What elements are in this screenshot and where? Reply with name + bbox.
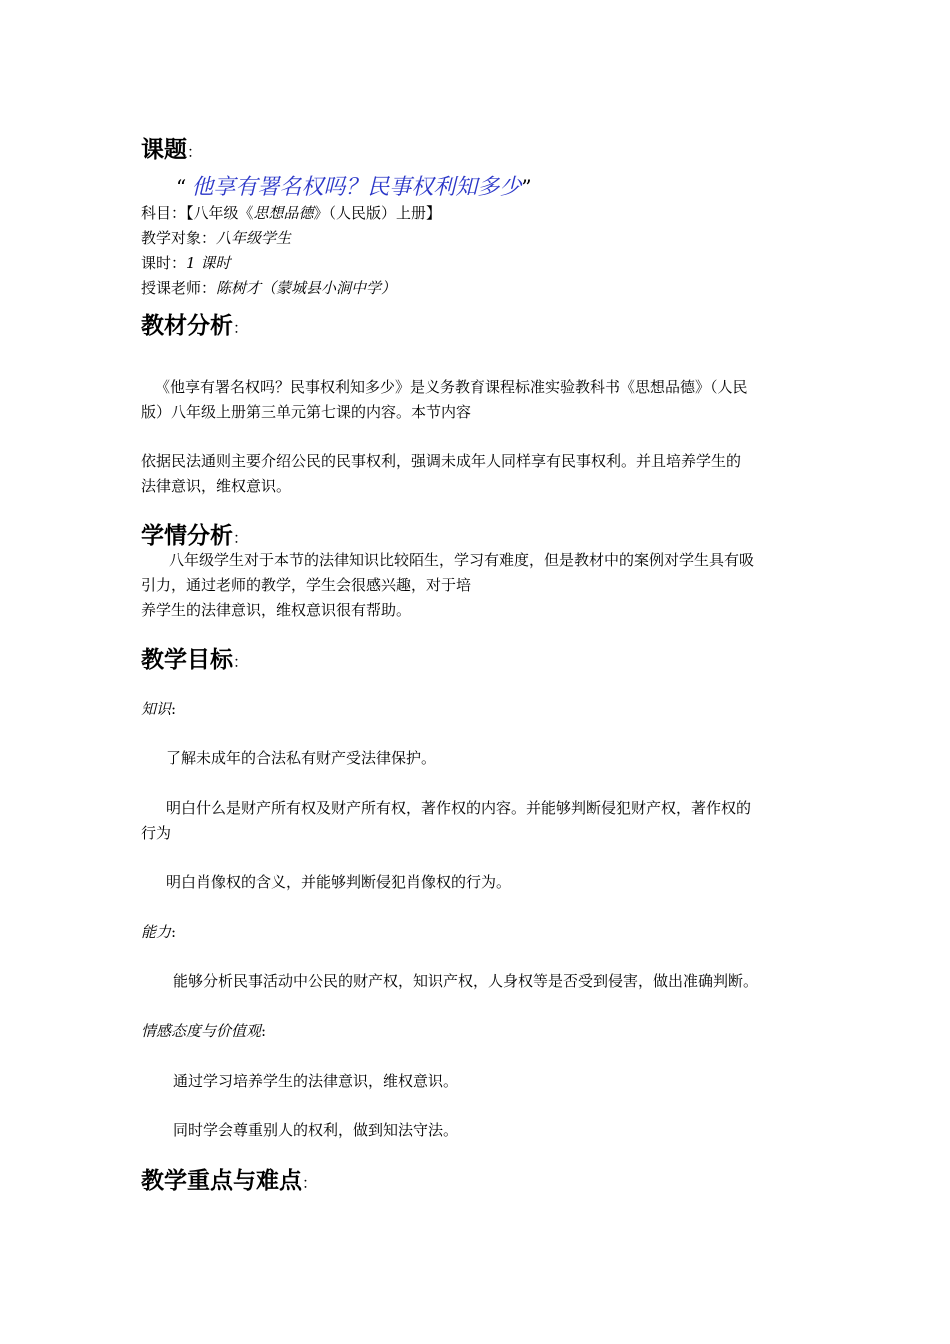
audience-line [141,225,291,251]
subject-pre: 【八年级《 [186,204,254,222]
students-heading-text: 学情分析 [141,523,233,549]
students-line3: 养学生的法律意识，维权意识很有帮助。 [141,601,412,619]
hours-value: 1 课时 [186,254,231,272]
teacher-line [141,275,396,301]
students-line1: 八年级学生对于本节的法律知识比较陌生，学习有难度，但是教材中的案例对学生具有吸 [169,551,755,569]
knowledge-item-3: 明白肖像权的含义，并能够判断侵犯肖像权的行为。 [166,873,512,891]
ability-label [141,919,176,945]
subject-post: 》（人民版）上册】 [313,204,442,222]
knowledge-item-1: 了解未成年的合法私有财产受法律保护。 [166,749,437,767]
knowledge-colon: : [171,700,177,718]
goals-heading-text: 教学目标 [141,647,233,673]
teacher-value: 陈树才（蒙城县小涧中学） [216,279,397,297]
goals-heading [141,646,248,676]
students-heading-colon: ： [233,529,249,547]
lesson-title [176,173,532,202]
material-heading-colon: ： [233,319,249,337]
lesson-title-text: 他享有署名权吗？民事权利知多少 [191,175,522,200]
emotion-label [141,1018,266,1044]
students-line2: 引力，通过老师的教学，学生会很感兴趣，对于培 [141,576,472,594]
knowledge-label [141,696,176,722]
material-para1-line2: 版）八年级上册第三单元第七课的内容。本节内容 [141,403,472,421]
knowledge-item-2-line2: 行为 [141,824,172,842]
subject-line [141,200,441,226]
emotion-label-text: 情感态度与价值观 [141,1022,262,1040]
hours-label: 课时： [141,254,187,272]
emotion-item-1: 通过学习培养学生的法律意识，维权意识。 [173,1072,459,1090]
knowledge-label-text: 知识 [141,700,172,718]
keypoints-heading [141,1167,317,1197]
keypoints-heading-colon: ： [302,1174,318,1192]
subject-book: 思想品德 [253,204,314,222]
teacher-label: 授课老师： [141,279,217,297]
material-para1-line1: 《他享有署名权吗？民事权利知多少》是义务教育课程标准实验教科书《思想品德》（人民 [155,378,748,396]
hours-line [141,250,230,276]
open-quote: “ [176,175,187,199]
material-para2-line2: 法律意识，维权意识。 [141,477,292,495]
audience-value: 八年级学生 [216,229,292,247]
ability-item-1: 能够分析民事活动中公民的财产权，知识产权，人身权等是否受到侵害，做出准确判断。 [173,972,759,990]
topic-heading-colon: ： [187,143,203,161]
keypoints-heading-text: 教学重点与难点 [141,1168,302,1194]
goals-heading-colon: ： [233,653,249,671]
topic-heading [141,136,202,166]
knowledge-item-2-line1: 明白什么是财产所有权及财产所有权，著作权的内容。并能够判断侵犯财产权，著作权的 [166,799,752,817]
emotion-colon: : [261,1022,267,1040]
ability-colon: : [171,923,177,941]
ability-label-text: 能力 [141,923,172,941]
material-heading [141,312,248,342]
material-heading-text: 教材分析 [141,313,233,339]
close-quote: ” [521,175,532,199]
material-para2-line1: 依据民法通则主要介绍公民的民事权利，强调未成年人同样享有民事权利。并且培养学生的 [141,452,742,470]
subject-label: 科目： [141,204,187,222]
topic-heading-text: 课题 [141,137,187,163]
emotion-item-2: 同时学会尊重别人的权利，做到知法守法。 [173,1121,459,1139]
audience-label: 教学对象： [141,229,217,247]
